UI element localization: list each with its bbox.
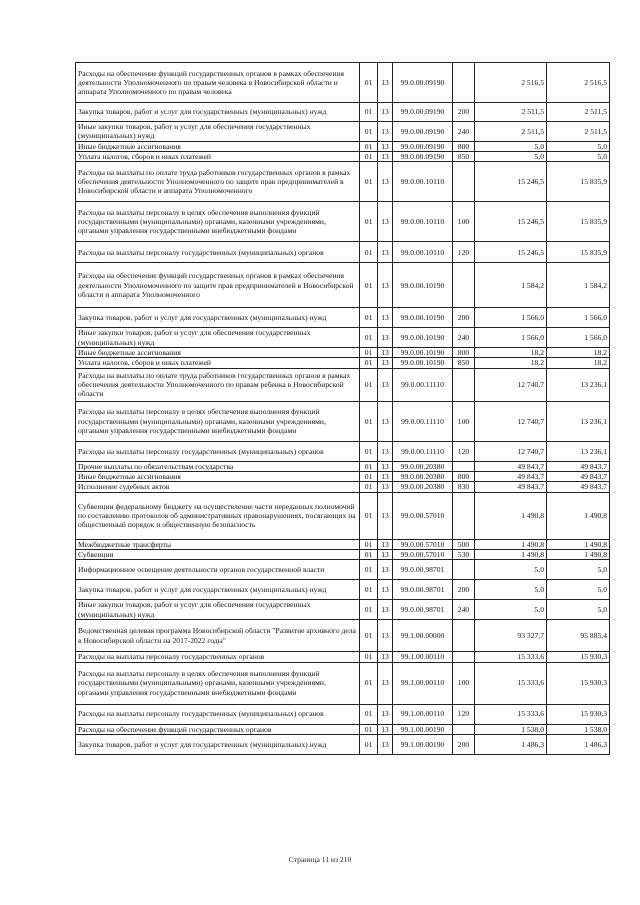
amount-year2-cell: 15 930,3 [547,704,610,724]
amount-year1-cell: 15 333,6 [475,652,547,662]
target-item-cell: 99.0.00.10190 [393,328,453,348]
target-item-cell: 99.1.00.00110 [393,662,453,704]
target-item-cell: 99.0.00.10190 [393,263,453,308]
expense-type-cell: 200 [453,734,475,754]
amount-year2-cell: 2 511,5 [547,103,610,122]
section-cell: 01 [360,620,378,652]
amount-year2-cell: 1 490,8 [547,539,610,549]
expense-type-cell: 240 [453,328,475,348]
amount-year1-cell: 15 333,6 [475,704,547,724]
table-row [76,734,610,754]
amount-year2-cell: 1 486,3 [547,734,610,754]
expense-type-cell: 850 [453,358,475,368]
amount-year2-cell: 1 490,8 [547,549,610,559]
expense-name-cell: Субвенции [76,549,360,559]
table-row [76,308,610,328]
table-body [76,63,610,755]
section-cell: 01 [360,263,378,308]
expense-type-cell: 240 [453,122,475,142]
section-cell: 01 [360,401,378,441]
table-row [76,461,610,471]
subsection-cell: 13 [378,401,393,441]
section-cell: 01 [360,328,378,348]
target-item-cell: 99.0.00.09190 [393,63,453,103]
section-cell: 01 [360,162,378,202]
amount-year2-cell: 1 538,0 [547,724,610,734]
target-item-cell: 99.0.00.57010 [393,539,453,549]
expense-name-cell: Закупка товаров, работ и услуг для государственных (муниципальных) нужд [76,103,360,122]
amount-year2-cell: 49 843,7 [547,482,610,492]
section-cell: 01 [360,580,378,600]
amount-year1-cell: 12 740,7 [475,441,547,461]
section-cell: 01 [360,734,378,754]
expense-name-cell: Иные бюджетные ассигнования [76,348,360,358]
expense-name-cell: Прочие выплаты по обязательствам государства [76,461,360,471]
target-item-cell: 99.0.00.10110 [393,242,453,263]
expense-name-cell: Расходы на выплаты персоналу государственных органов [76,652,360,662]
section-cell: 01 [360,368,378,401]
subsection-cell: 13 [378,482,393,492]
expense-name-cell: Межбюджетные трансферты [76,539,360,549]
amount-year2-cell: 1 566,0 [547,328,610,348]
expense-type-cell: 120 [453,242,475,263]
section-cell: 01 [360,560,378,580]
subsection-cell: 13 [378,600,393,620]
expense-type-cell: 800 [453,348,475,358]
expense-type-cell [453,368,475,401]
expense-name-cell: Иные бюджетные ассигнования [76,472,360,482]
table-row [76,122,610,142]
table-row [76,662,610,704]
expense-type-cell [453,492,475,539]
amount-year2-cell: 15 930,3 [547,662,610,704]
amount-year2-cell: 15 835,9 [547,202,610,242]
amount-year2-cell: 2 516,5 [547,63,610,103]
section-cell: 01 [360,461,378,471]
target-item-cell: 99.0.00.10110 [393,162,453,202]
amount-year1-cell: 2 516,5 [475,63,547,103]
expense-type-cell [453,652,475,662]
expense-type-cell: 100 [453,662,475,704]
target-item-cell: 99.0.00.09190 [393,141,453,151]
expense-type-cell: 100 [453,401,475,441]
table-row [76,441,610,461]
amount-year1-cell: 5,0 [475,151,547,161]
expense-name-cell: Расходы на выплаты персоналу государственных (муниципальных) органов [76,242,360,263]
subsection-cell: 13 [378,472,393,482]
expense-name-cell: Расходы на обеспечение функций государственных органов в рамках обеспечения деятельности Уполномоченного по правам человека в Новосибирской области и аппарата Уполномоченного по правам человека [76,63,360,103]
subsection-cell: 13 [378,704,393,724]
expense-type-cell: 500 [453,539,475,549]
target-item-cell: 99.0.00.98701 [393,600,453,620]
expense-name-cell: Расходы на выплаты по оплате труда работников государственных органов в рамках обеспечения деятельности Уполномоченного по правам ребенка в Новосибирской области [76,368,360,401]
expense-type-cell: 100 [453,202,475,242]
table-row [76,141,610,151]
table-row [76,549,610,559]
expense-type-cell [453,461,475,471]
subsection-cell: 13 [378,652,393,662]
table-row [76,539,610,549]
section-cell: 01 [360,704,378,724]
amount-year1-cell: 12 740,7 [475,401,547,441]
target-item-cell: 99.0.00.09190 [393,103,453,122]
amount-year1-cell: 15 246,5 [475,202,547,242]
amount-year1-cell: 15 246,5 [475,242,547,263]
section-cell: 01 [360,652,378,662]
amount-year2-cell: 5,0 [547,580,610,600]
subsection-cell: 13 [378,151,393,161]
subsection-cell: 13 [378,560,393,580]
table-row [76,103,610,122]
table-row [76,401,610,441]
target-item-cell: 99.0.00.57010 [393,492,453,539]
expense-type-cell: 200 [453,103,475,122]
table-row [76,242,610,263]
expense-type-cell: 850 [453,151,475,161]
target-item-cell: 99.1.00.00110 [393,652,453,662]
expense-name-cell: Расходы на выплаты персоналу в целях обеспечения выполнения функций государственными (муниципальными) органами, казенными учреждениями, органами управления государственными внебюджетными фондами [76,662,360,704]
expense-name-cell: Закупка товаров, работ и услуг для государственных (муниципальных) нужд [76,734,360,754]
expense-type-cell [453,620,475,652]
expense-type-cell: 800 [453,472,475,482]
subsection-cell: 13 [378,103,393,122]
subsection-cell: 13 [378,328,393,348]
table-row [76,263,610,308]
table-row [76,151,610,161]
expense-type-cell [453,63,475,103]
amount-year1-cell: 18,2 [475,358,547,368]
amount-year1-cell: 2 511,5 [475,122,547,142]
amount-year1-cell: 1 490,8 [475,549,547,559]
target-item-cell: 99.0.00.20380 [393,472,453,482]
subsection-cell: 13 [378,461,393,471]
amount-year1-cell: 18,2 [475,348,547,358]
amount-year2-cell: 13 236,1 [547,441,610,461]
target-item-cell: 99.0.00.09190 [393,122,453,142]
expense-name-cell: Уплата налогов, сборов и иных платежей [76,151,360,161]
amount-year2-cell: 18,2 [547,358,610,368]
amount-year2-cell: 13 236,1 [547,401,610,441]
target-item-cell: 99.0.00.20380 [393,461,453,471]
target-item-cell: 99.1.00.00190 [393,734,453,754]
section-cell: 01 [360,472,378,482]
section-cell: 01 [360,122,378,142]
target-item-cell: 99.0.00.57010 [393,549,453,559]
amount-year2-cell: 15 930,3 [547,652,610,662]
expense-type-cell: 120 [453,441,475,461]
table-row [76,358,610,368]
table-row [76,492,610,539]
subsection-cell: 13 [378,348,393,358]
amount-year1-cell: 5,0 [475,141,547,151]
section-cell: 01 [360,103,378,122]
expense-type-cell: 830 [453,482,475,492]
amount-year1-cell: 5,0 [475,560,547,580]
target-item-cell: 99.0.00.10110 [393,202,453,242]
amount-year1-cell: 1 486,3 [475,734,547,754]
subsection-cell: 13 [378,122,393,142]
section-cell: 01 [360,63,378,103]
table-row [76,652,610,662]
subsection-cell: 13 [378,202,393,242]
amount-year2-cell: 49 843,7 [547,472,610,482]
target-item-cell: 99.0.00.10190 [393,308,453,328]
expense-type-cell [453,162,475,202]
expense-name-cell: Расходы на выплаты персоналу в целях обеспечения выполнения функций государственными (муниципальными) органами, казенными учреждениями, органами управления государственными внебюджетными фондами [76,202,360,242]
target-item-cell: 99.0.00.09190 [393,151,453,161]
subsection-cell: 13 [378,620,393,652]
table-row [76,600,610,620]
subsection-cell: 13 [378,308,393,328]
target-item-cell: 99.1.00.00110 [393,704,453,724]
section-cell: 01 [360,348,378,358]
expense-name-cell: Иные закупки товаров, работ и услуг для обеспечения государственных (муниципальных) нужд [76,328,360,348]
table-row [76,724,610,734]
amount-year1-cell: 1 538,0 [475,724,547,734]
expense-type-cell: 200 [453,580,475,600]
table-row [76,560,610,580]
section-cell: 01 [360,151,378,161]
page-footer: Страница 11 из 210 [288,855,352,864]
target-item-cell: 99.0.00.20380 [393,482,453,492]
expense-name-cell: Иные закупки товаров, работ и услуг для обеспечения государственных (муниципальных) нужд [76,122,360,142]
target-item-cell: 99.0.00.10190 [393,358,453,368]
amount-year1-cell: 5,0 [475,600,547,620]
table-row [76,162,610,202]
expense-name-cell: Иные закупки товаров, работ и услуг для обеспечения государственных (муниципальных) нужд [76,600,360,620]
table-row [76,472,610,482]
section-cell: 01 [360,358,378,368]
amount-year1-cell: 93 327,7 [475,620,547,652]
section-cell: 01 [360,662,378,704]
table-row [76,348,610,358]
subsection-cell: 13 [378,539,393,549]
expense-name-cell: Ведомственная целевая программа Новосибирской области "Развитие архивного дела в Новосибирской области на 2017-2022 годы" [76,620,360,652]
expense-name-cell: Исполнение судебных актов [76,482,360,492]
amount-year2-cell: 5,0 [547,141,610,151]
amount-year1-cell: 12 740,7 [475,368,547,401]
section-cell: 01 [360,242,378,263]
expense-name-cell: Расходы на выплаты персоналу государственных (муниципальных) органов [76,441,360,461]
table-row [76,63,610,103]
section-cell: 01 [360,441,378,461]
expense-name-cell: Расходы на обеспечение функций государственных органов в рамках обеспечения деятельности Уполномоченного по защите прав предпринимателей в Новосибирской области и аппарата Уполномоченного [76,263,360,308]
amount-year1-cell: 1 584,2 [475,263,547,308]
subsection-cell: 13 [378,549,393,559]
expense-name-cell: Закупка товаров, работ и услуг для государственных (муниципальных) нужд [76,308,360,328]
subsection-cell: 13 [378,358,393,368]
expense-name-cell: Расходы на выплаты персоналу государственных (муниципальных) органов [76,704,360,724]
expense-name-cell: Расходы на обеспечение функций государственных органов [76,724,360,734]
subsection-cell: 13 [378,63,393,103]
section-cell: 01 [360,724,378,734]
section-cell: 01 [360,492,378,539]
expense-type-cell: 530 [453,549,475,559]
amount-year2-cell: 5,0 [547,600,610,620]
amount-year1-cell: 49 843,7 [475,472,547,482]
subsection-cell: 13 [378,242,393,263]
expense-name-cell: Расходы на выплаты по оплате труда работников государственных органов в рамках обеспечения деятельности Уполномоченного по защите прав предпринимателей в Новосибирской области и аппарата Уполномоченного [76,162,360,202]
amount-year2-cell: 18,2 [547,348,610,358]
amount-year1-cell: 1 566,0 [475,308,547,328]
expense-name-cell: Иные бюджетные ассигнования [76,141,360,151]
amount-year1-cell: 15 246,5 [475,162,547,202]
expense-name-cell: Уплата налогов, сборов и иных платежей [76,358,360,368]
amount-year1-cell: 1 490,8 [475,492,547,539]
expense-type-cell: 240 [453,600,475,620]
section-cell: 01 [360,600,378,620]
section-cell: 01 [360,202,378,242]
expense-type-cell: 120 [453,704,475,724]
target-item-cell: 99.0.00.98701 [393,580,453,600]
amount-year2-cell: 49 843,7 [547,461,610,471]
amount-year2-cell: 2 511,5 [547,122,610,142]
table-row [76,620,610,652]
budget-table [75,62,610,755]
section-cell: 01 [360,308,378,328]
target-item-cell: 99.0.00.11110 [393,368,453,401]
subsection-cell: 13 [378,492,393,539]
table-row [76,328,610,348]
amount-year2-cell: 1 566,0 [547,308,610,328]
subsection-cell: 13 [378,368,393,401]
subsection-cell: 13 [378,263,393,308]
amount-year2-cell: 5,0 [547,151,610,161]
expense-type-cell: 800 [453,141,475,151]
expense-type-cell [453,263,475,308]
target-item-cell: 99.0.00.98701 [393,560,453,580]
expense-type-cell [453,560,475,580]
target-item-cell: 99.0.00.10190 [393,348,453,358]
amount-year2-cell: 1 584,2 [547,263,610,308]
subsection-cell: 13 [378,724,393,734]
subsection-cell: 13 [378,734,393,754]
table-row [76,202,610,242]
table-row [76,580,610,600]
target-item-cell: 99.0.00.11110 [393,401,453,441]
amount-year1-cell: 49 843,7 [475,482,547,492]
budget-table-container [75,62,609,755]
expense-type-cell [453,724,475,734]
expense-name-cell: Закупка товаров, работ и услуг для государственных (муниципальных) нужд [76,580,360,600]
amount-year1-cell: 1 490,8 [475,539,547,549]
section-cell: 01 [360,549,378,559]
section-cell: 01 [360,141,378,151]
subsection-cell: 13 [378,662,393,704]
amount-year1-cell: 2 511,5 [475,103,547,122]
expense-name-cell: Информационное освещение деятельности органов государственной власти [76,560,360,580]
table-row [76,368,610,401]
expense-type-cell: 200 [453,308,475,328]
amount-year2-cell: 15 835,9 [547,162,610,202]
amount-year1-cell: 5,0 [475,580,547,600]
subsection-cell: 13 [378,141,393,151]
amount-year2-cell: 15 835,9 [547,242,610,263]
subsection-cell: 13 [378,441,393,461]
table-row [76,704,610,724]
amount-year1-cell: 49 843,7 [475,461,547,471]
amount-year2-cell: 95 885,4 [547,620,610,652]
section-cell: 01 [360,482,378,492]
target-item-cell: 99.1.00.00190 [393,724,453,734]
amount-year2-cell: 13 236,1 [547,368,610,401]
amount-year1-cell: 1 566,0 [475,328,547,348]
amount-year2-cell: 1 490,8 [547,492,610,539]
subsection-cell: 13 [378,580,393,600]
section-cell: 01 [360,539,378,549]
subsection-cell: 13 [378,162,393,202]
amount-year1-cell: 15 333,6 [475,662,547,704]
table-row [76,482,610,492]
target-item-cell: 99.0.00.11110 [393,441,453,461]
target-item-cell: 99.1.00.00000 [393,620,453,652]
expense-name-cell: Расходы на выплаты персоналу в целях обеспечения выполнения функций государственными (муниципальными) органами, казенными учреждениями, органами управления государственными внебюджетными фондами [76,401,360,441]
amount-year2-cell: 5,0 [547,560,610,580]
expense-name-cell: Субвенции федеральному бюджету на осуществление части переданных полномочий по составлению протоколов об административных правонарушениях, посягающих на общественный порядок и общественную безопасность [76,492,360,539]
